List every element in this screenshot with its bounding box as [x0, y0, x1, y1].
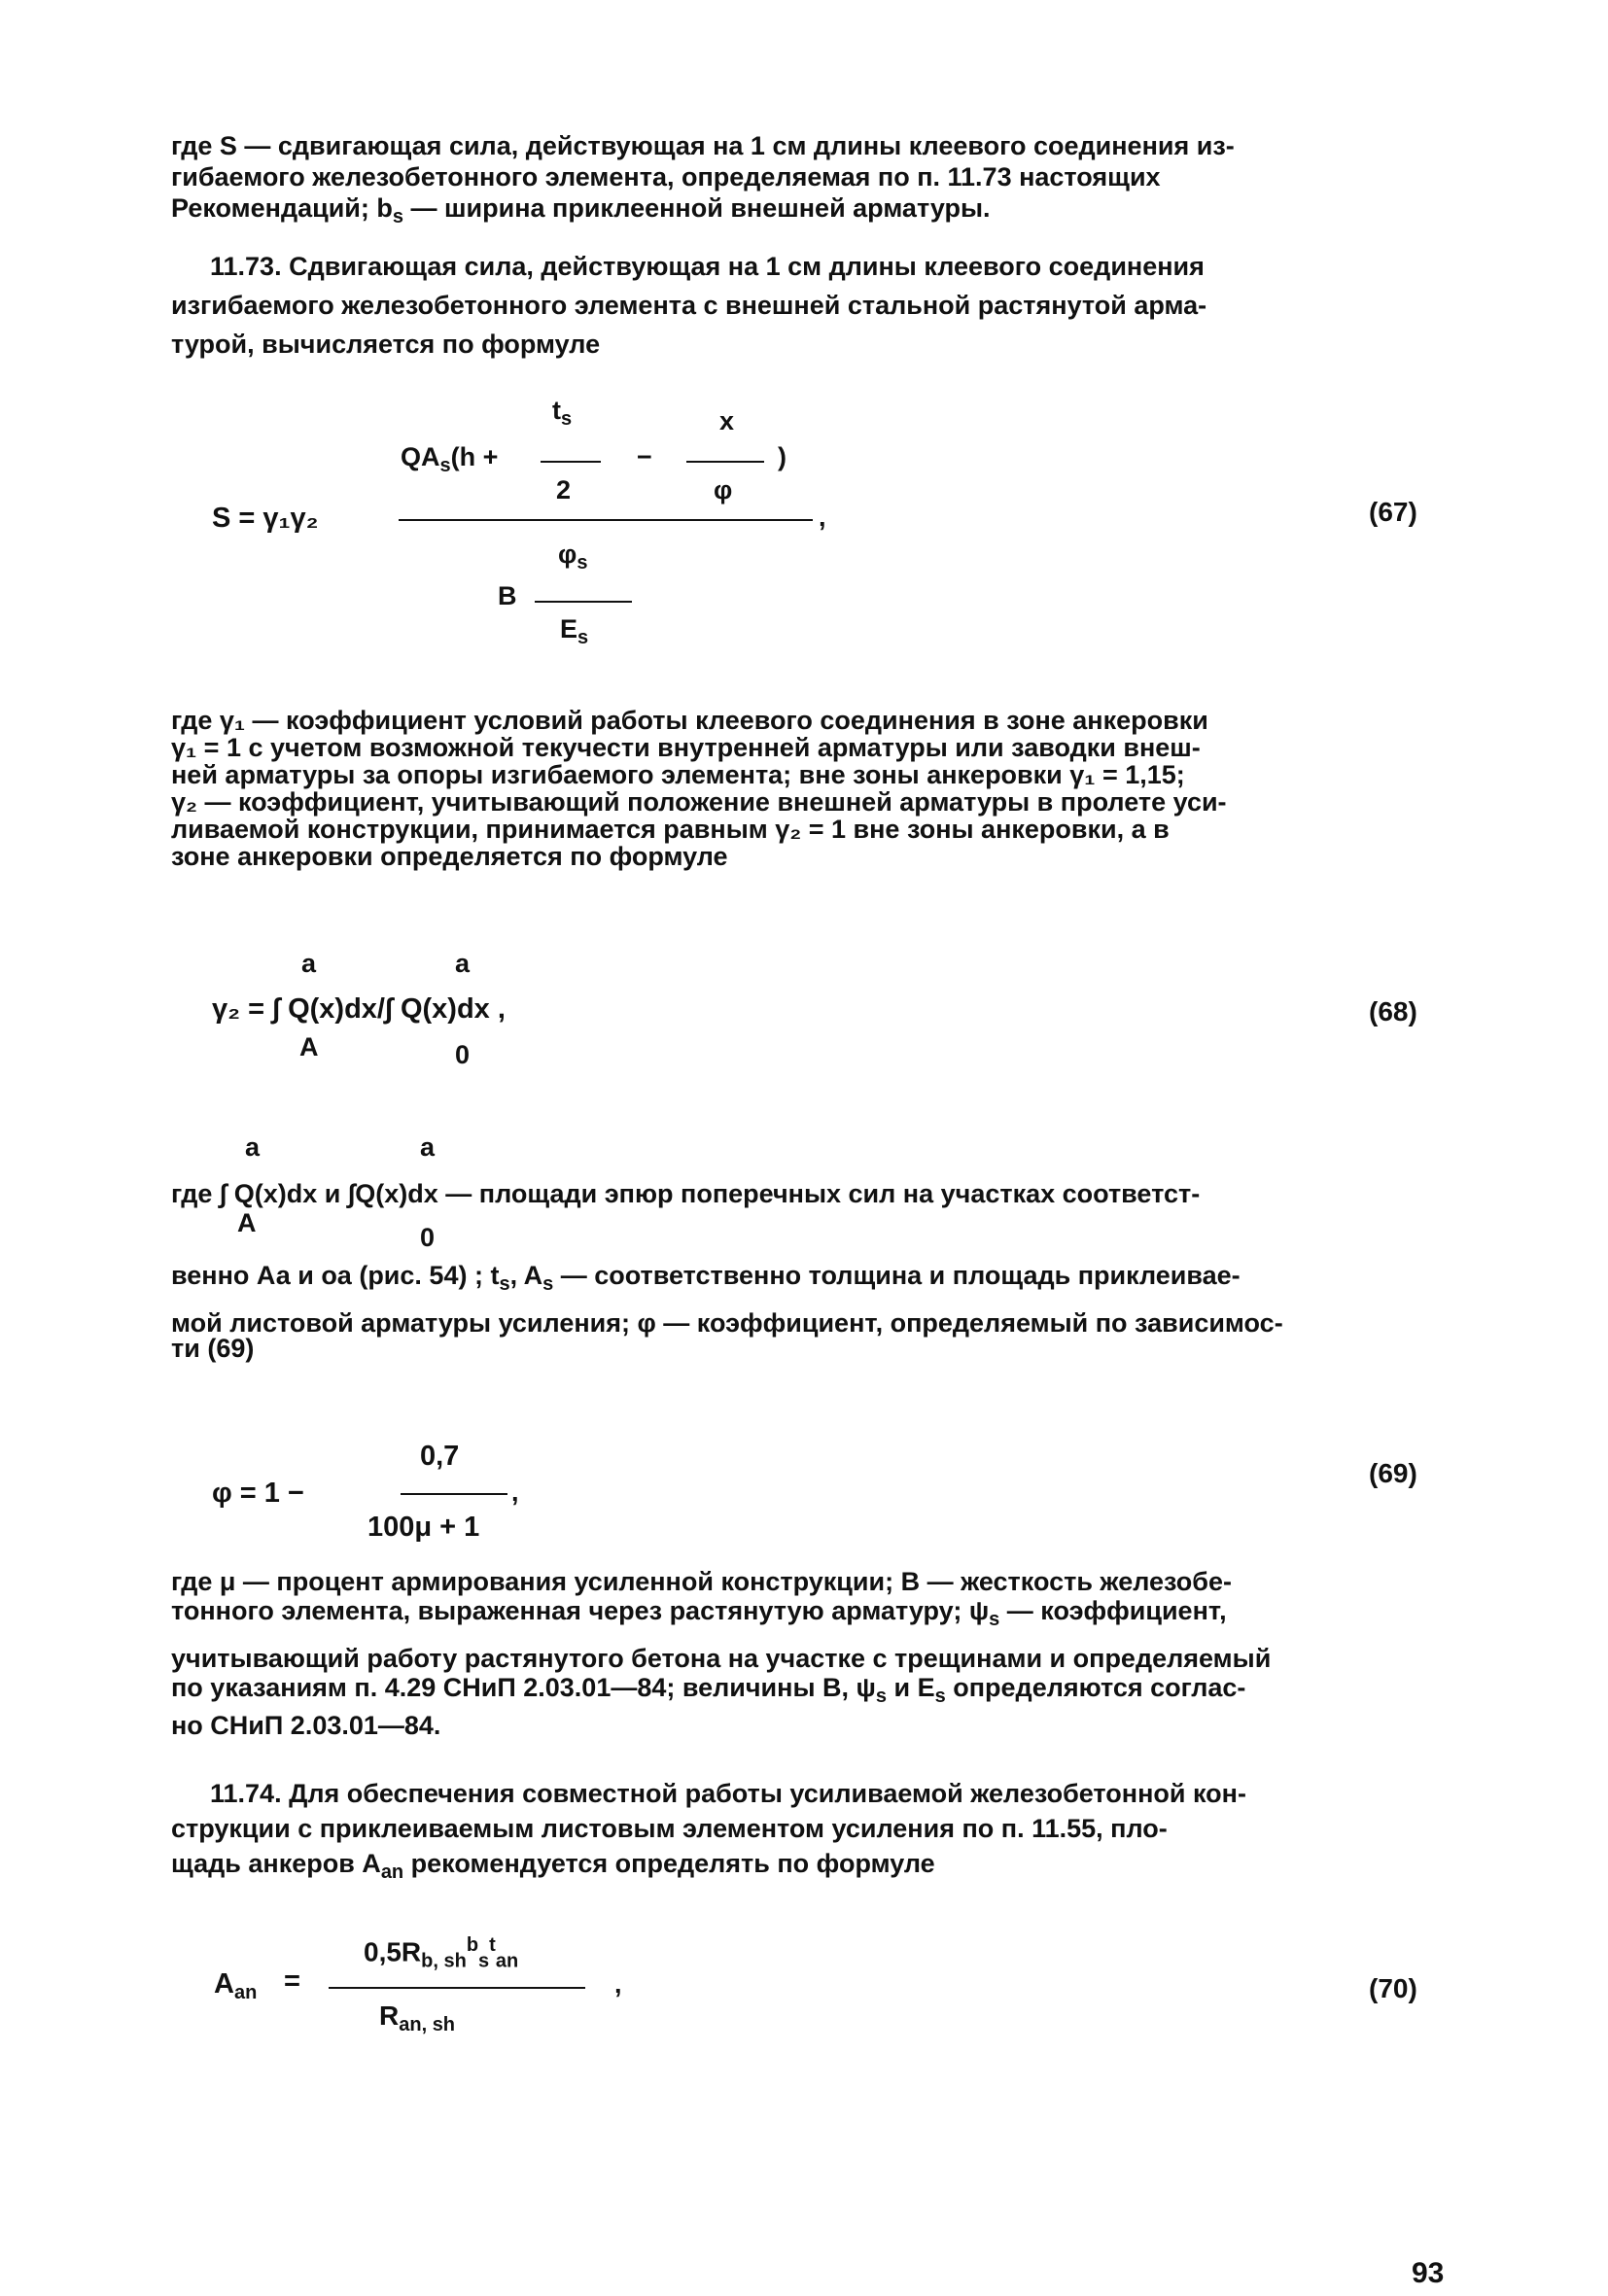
text-line: ней арматуры за опоры изгибаемого элемента; вне зоны анкеровки γ₁ = 1,15; [171, 760, 1185, 789]
text-line: турой, вычисляется по формуле [171, 330, 601, 359]
eq68-lim2-top: a [455, 949, 471, 978]
eq67-main-bar [399, 519, 813, 521]
paragraph-11-73 [171, 251, 1435, 360]
text-line: где γ₁ — коэффициент условий работы клеевого соединения в зоне анкеровки [171, 706, 1208, 735]
paragraph-gamma-definitions [171, 707, 1435, 870]
text-line: мой листовой арматуры усиления; φ — коэффициент, определяемый по зависимос- [171, 1308, 1283, 1338]
text-line: 11.73. Сдвигающая сила, действующая на 1 см длины клеевого соединения [210, 252, 1205, 281]
eq70-denominator: $R_{an, sh}$ [379, 2000, 456, 2035]
paragraph-1 [171, 130, 1435, 232]
text-line: γ₂ — коэффициент, учитывающий положение внешней арматуры в пролете уси- [171, 787, 1227, 817]
eq67-x-top: x [719, 406, 735, 435]
eq67-phis-top: $\varphi_s$ [558, 539, 588, 574]
text-line: гибаемого железобетонного элемента, определяемая по п. 11.73 настоящих [171, 162, 1161, 191]
text-line: где μ — процент армирования усиленной конструкции; В — жесткость железобе- [171, 1567, 1232, 1596]
eq68-body: γ₂ = ∫ Q(x)dx/∫ Q(x)dx , [212, 993, 506, 1025]
text-line: γ₁ = 1 с учетом возможной текучести внутренней арматуры или заводки внеш- [171, 733, 1201, 762]
eq67-number: (67) [1369, 497, 1417, 527]
eq70-numerator: $0,5R_{b, sh}^b_s^t_{an}$ [364, 1934, 519, 1972]
eq67-phis-bar [535, 601, 632, 603]
eq70-number: (70) [1369, 1973, 1417, 2003]
text-line: по указаниям п. 4.29 СНиП 2.03.01—84; величины В, $\psi_s$ и $Е_s$ определяются соглас- [171, 1673, 1246, 1707]
eq68-lim1-bottom: A [299, 1032, 319, 1061]
text-line: венно Аа и оа (рис. 54) ; $t_s$, $A_s$ — соответственно толщина и площадь приклеивае- [171, 1261, 1241, 1295]
text-line: но СНиП 2.03.01—84. [171, 1711, 441, 1740]
text-line: струкции с приклеиваемым листовым элементом усиления по п. 11.55, пло- [171, 1814, 1168, 1843]
eq70-lhs: $A_{an}$ [214, 1968, 258, 2003]
eq67-x-bar [686, 461, 764, 463]
paragraph-mu-definitions [171, 1567, 1435, 1740]
eq69-numerator: 0,7 [420, 1441, 460, 1472]
eq70-comma: , [614, 1969, 622, 1999]
eq69-comma: , [511, 1478, 519, 1507]
p4-limit-a1: a [245, 1132, 261, 1162]
eq69-denominator: 100μ + 1 [367, 1512, 480, 1543]
text-line: зоне анкеровки определяется по формуле [171, 842, 728, 871]
text-line: учитывающий работу растянутого бетона на участке с трещинами и определяемый [171, 1644, 1272, 1673]
p4-limit-a2: a [420, 1132, 436, 1162]
eq68-number: (68) [1369, 996, 1417, 1026]
paragraph-thickness-area [171, 1260, 1435, 1364]
eq67-phi-bottom: φ [714, 475, 733, 504]
eq67-two: 2 [556, 475, 572, 504]
text-line: 11.74. Для обеспечения совместной работы усиливаемой железобетонной кон- [210, 1779, 1246, 1808]
text-line: где S — сдвигающая сила, действующая на 1 см длины клеевого соединения из- [171, 131, 1235, 160]
eq67-numerator-left: $QA_s(h$ + [401, 442, 499, 476]
eq67-close: ) [778, 442, 787, 471]
eq67-minus: − [637, 442, 652, 471]
text-line: Рекомендаций; $b_s$ — ширина приклеенной внешней арматуры. [171, 193, 991, 227]
text-line: изгибаемого железобетонного элемента с внешней стальной растянутой арма- [171, 291, 1207, 320]
eq67-B: B [498, 581, 517, 610]
eq67-lhs: S = γ₁γ₂ [212, 503, 319, 534]
p4-main-line: где ∫ Q(x)dx и ∫Q(x)dx — площади эпюр поперечных сил на участках соответст- [171, 1179, 1201, 1208]
paragraph-11-74 [171, 1776, 1435, 1890]
text-line: тонного элемента, выраженная через растянутую арматуру; $\psi_s$ — коэффициент, [171, 1596, 1227, 1630]
text-line: щадь анкеров $A_{an}$ рекомендуется определять по формуле [171, 1849, 935, 1883]
eq69-number: (69) [1369, 1458, 1417, 1488]
eq70-equals: = [284, 1966, 300, 1997]
eq69-lhs: φ = 1 − [212, 1478, 304, 1509]
eq67-ts-bar [541, 461, 601, 463]
p4-limit-A: A [237, 1208, 257, 1237]
page-number: 93 [1412, 2257, 1445, 2289]
eq69-bar [401, 1493, 507, 1495]
eq68-lim2-bottom: 0 [455, 1040, 471, 1069]
eq67-ts-top: $t_s$ [552, 396, 573, 430]
text-line: ти (69) [171, 1334, 255, 1363]
text-line: ливаемой конструкции, принимается равным γ₂ = 1 вне зоны анкеровки, а в [171, 815, 1170, 844]
eq67-Es: $E_s$ [560, 614, 589, 648]
p4-limit-0: 0 [420, 1223, 436, 1252]
eq67-comma: , [819, 503, 826, 532]
eq70-bar [329, 1987, 585, 1989]
eq68-lim1-top: a [301, 949, 317, 978]
